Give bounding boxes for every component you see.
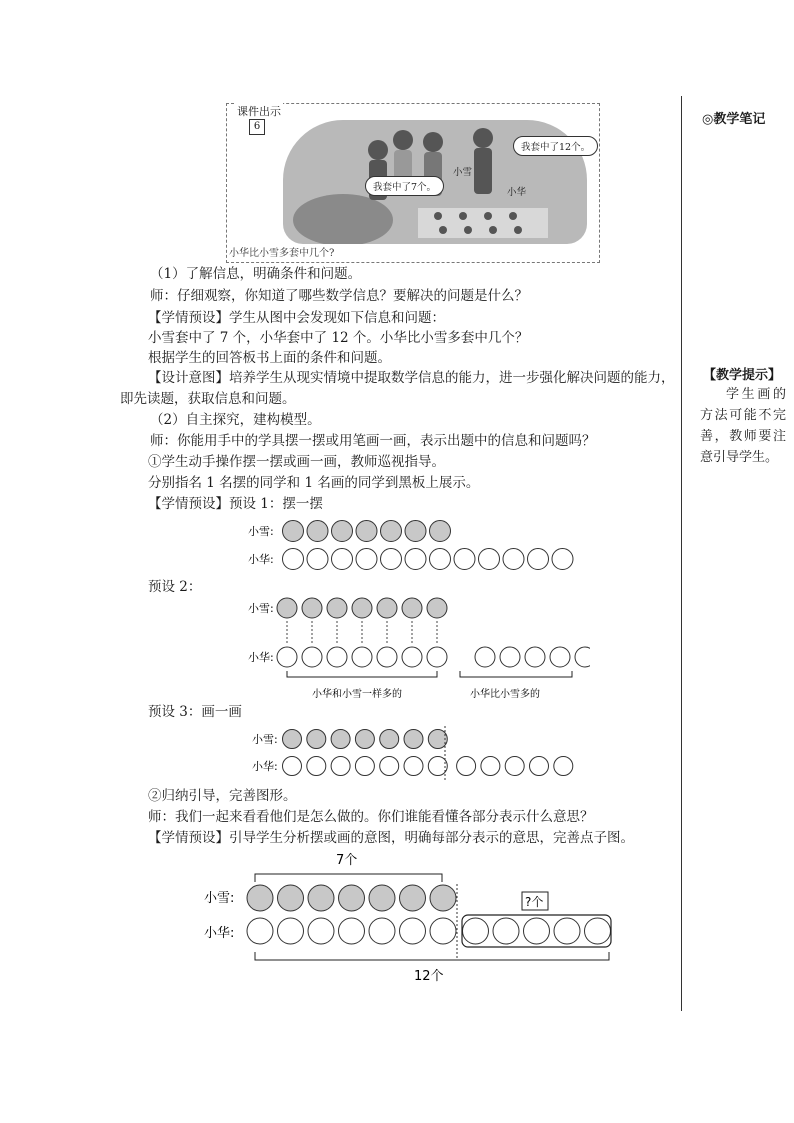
xiaohua-dot [278,918,304,944]
preset-info: 【学情预设】学生从图中会发现如下信息和问题： [148,310,445,326]
xiaohua-dot [481,757,500,776]
question-count-label: ?个 [525,895,544,909]
bracket-more-label: 小华比小雪多的 [470,689,540,700]
xiaoxue-dot [400,885,426,911]
xiaohua-dot [381,549,402,570]
speech-bubble-xiaohua: 我套中了12个。 [513,136,598,156]
notes-title: ◎教学笔记 [702,112,766,127]
correspondence-lines [287,621,437,645]
label-xiaoxue: 小雪: [248,525,274,538]
bracket-more [460,671,572,677]
xiaoxue-dot [331,730,350,749]
xiaoxue-dot [327,598,347,618]
xiaohua-dot [454,549,475,570]
courseware-illustration [226,103,600,263]
label-xiaohua: 小华: [248,651,274,664]
diagram-preset-1 [240,516,590,572]
xiaohua-dot [352,647,372,667]
xiaohua-dot [554,918,580,944]
xiaoxue-dot [356,521,377,542]
xiaohua-dot [277,647,297,667]
xiaohua-dot [550,647,570,667]
xiaohua-dot [380,757,399,776]
xiaoxue-dot [430,521,451,542]
xiaoxue-dot [277,598,297,618]
xiaohua-dot [283,757,302,776]
xiaohua-dot [479,549,500,570]
xiaohua-dot [377,647,397,667]
xiaohua-dot [524,918,550,944]
xiaohua-dot [475,647,495,667]
xiaoxue-dots [283,521,451,542]
bracket-same [287,671,437,677]
xiaohua-dot [247,918,273,944]
label-xiaoxue: 小雪: [252,733,278,746]
xiaoxue-dots [277,598,447,618]
courseware-number: 6 [249,119,265,135]
xiaohua-dot [307,549,328,570]
design-intent-cont: 即先读题，获取信息和问题。 [120,391,296,407]
xiaohua-dot [528,549,549,570]
xiaohua-dot [302,647,322,667]
teacher-question-3: 师：我们一起来看看他们是怎么做的。你们谁能看懂各部分表示什么意思？ [148,809,594,825]
summary-step: ②归纳引导，完善图形。 [148,788,297,804]
xiaoxue-dot [427,598,447,618]
xiaohua-dot [400,918,426,944]
xiaohua-dot [405,549,426,570]
xiaoxue-dot [339,885,365,911]
name-xiaoxue: 小雪 [453,167,473,178]
xiaoxue-dot [377,598,397,618]
xiaoxue-dots [247,885,456,911]
xiaohua-dots [283,757,573,776]
xiaoxue-dot [332,521,353,542]
given-info: 小雪套中了 7 个，小华套中了 12 个。小华比小雪多套中几个？ [148,330,529,346]
preset-analysis: 【学情预设】引导学生分析摆或画的意图，明确每部分表示的意思，完善点子图。 [148,830,634,846]
label-xiaohua: 小华: [204,926,235,941]
xiaohua-dot [427,647,447,667]
xiaoxue-dot [247,885,273,911]
diagram-preset-3 [240,724,590,782]
xiaoxue-dot [405,521,426,542]
label-xiaohua: 小华: [252,760,278,773]
xiaohua-dot [575,647,590,667]
dot-diagram-final [200,848,620,988]
bracket-same-label: 小华和小雪一样多的 [312,689,402,700]
top-bracket [255,874,442,882]
xiaohua-dots [283,549,574,570]
courseware-caption: 小华比小雪多套中几个? [229,248,335,259]
xiaoxue-dot [430,885,456,911]
preset-3-label: 预设 3：画一画 [148,704,242,720]
xiaoxue-dot [404,730,423,749]
xiaohua-dot [457,757,476,776]
xiaohua-dot [554,757,573,776]
step-1-heading: （1）了解信息，明确条件和问题。 [150,266,362,282]
board-note: 根据学生的回答板书上面的条件和问题。 [148,350,391,366]
diagram-preset-2 [240,595,590,705]
xiaohua-dot [339,918,365,944]
xiaohua-dot [505,757,524,776]
xiaoxue-dot [307,521,328,542]
preset-1-label: 【学情预设】预设 1：摆一摆 [148,496,323,512]
xiaoxue-dot [355,730,374,749]
xiaoxue-dot [381,521,402,542]
xiaoxue-dot [278,885,304,911]
activity-2: 分别指名 1 名摆的同学和 1 名画的同学到黑板上展示。 [148,475,480,491]
teacher-question-2: 师：你能用手中的学具摆一摆或用笔画一画，表示出题中的信息和问题吗？ [150,433,596,449]
name-xiaohua: 小华 [507,187,527,198]
xiaohua-dot [356,549,377,570]
design-intent: 【设计意图】培养学生从现实情境中提取数学信息的能力，进一步强化解决问题的能力， [148,370,675,386]
xiaohua-dot [525,647,545,667]
xiaohua-dot [503,549,524,570]
xiaoxue-dot [283,730,302,749]
label-xiaoxue: 小雪: [248,602,274,615]
xiaoxue-dot [352,598,372,618]
xiaohua-dot [369,918,395,944]
step-2-heading: （2）自主探究，建构模型。 [150,412,321,428]
xiaohua-dot [283,549,304,570]
xiaoxue-dot [302,598,322,618]
xiaohua-dot [404,757,423,776]
xiaoxue-dots [283,730,448,749]
margin-divider [681,96,682,1011]
total-count-label: 12个 [414,969,444,984]
xiaohua-dot [332,549,353,570]
xiaohua-dot [530,757,549,776]
xiaohua-dot [552,549,573,570]
xiaoxue-dot [308,885,334,911]
xiaohua-dot [585,918,611,944]
top-count-label: 7个 [336,853,358,868]
activity-1: ①学生动手操作摆一摆或画一画，教师巡视指导。 [148,454,445,470]
xiaohua-dot [430,918,456,944]
xiaohua-dot [307,757,326,776]
xiaohua-dot [430,549,451,570]
xiaoxue-dot [369,885,395,911]
xiaohua-dot [428,757,447,776]
xiaohua-dot [500,647,520,667]
xiaohua-dot [463,918,489,944]
xiaoxue-dot [428,730,447,749]
speech-bubble-xiaoxue: 我套中了7个。 [365,176,444,196]
xiaoxue-dot [283,521,304,542]
label-xiaoxue: 小雪: [204,891,235,906]
hint-body: 学生画的方法可能不完善，教师要注意引导学生。 [700,387,786,465]
xiaoxue-dot [402,598,422,618]
xiaohua-dots [277,647,590,667]
xiaohua-dot [308,918,334,944]
xiaohua-dot [355,757,374,776]
xiaohua-dot [493,918,519,944]
xiaohua-dot [331,757,350,776]
xiaoxue-dot [380,730,399,749]
bottom-bracket [255,952,609,960]
hint-title: 【教学提示】 [703,368,782,383]
xiaoxue-dot [307,730,326,749]
xiaohua-dots [247,918,611,944]
preset-2-label: 预设 2： [148,579,202,595]
label-xiaohua: 小华: [248,553,274,566]
xiaohua-dot [402,647,422,667]
xiaohua-dot [327,647,347,667]
teacher-question-1: 师：仔细观察，你知道了哪些数学信息？要解决的问题是什么？ [150,288,528,304]
courseware-label: 课件出示 [237,105,281,118]
